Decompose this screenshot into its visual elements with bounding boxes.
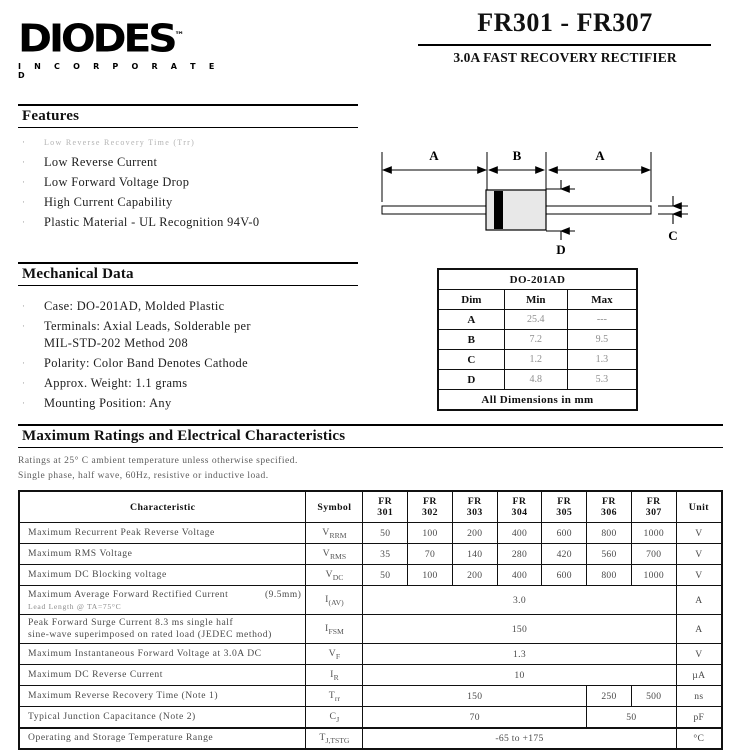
ratings-note-1: Ratings at 25° C ambient temperature unless otherwise specified. <box>18 456 298 466</box>
cell-value-304: 280 <box>497 544 542 565</box>
bullet-icon: · <box>22 197 25 207</box>
mechanical-data-list <box>18 298 368 415</box>
cell-value-span: 10 <box>363 665 676 686</box>
cell-characteristic: Operating and Storage Temperature Range <box>19 728 306 750</box>
table-row <box>19 728 722 750</box>
cell-unit: °C <box>676 728 722 750</box>
cell-symbol: $V_{RRM}$ <box>306 523 363 544</box>
table-row <box>19 686 722 707</box>
table-row <box>19 707 722 728</box>
cell-value-302: 100 <box>408 523 453 544</box>
dim-cell-name: D <box>438 370 504 390</box>
title-divider <box>418 44 711 46</box>
dimension-label-a-right: A <box>595 148 605 163</box>
mechanical-title: Mechanical Data <box>22 266 134 282</box>
dimension-label-d: D <box>556 242 566 257</box>
cell-value-302: 100 <box>408 565 453 586</box>
cell-characteristic: Typical Junction Capacitance (Note 2) <box>19 707 306 728</box>
dim-table-caption: DO-201AD <box>438 269 637 290</box>
cell-unit: pF <box>676 707 722 728</box>
cell-symbol: $T_{rr}$ <box>306 686 363 707</box>
bullet-icon: · <box>22 177 25 187</box>
dim-cell-min: 1.2 <box>504 350 567 370</box>
table-row <box>438 390 637 411</box>
ratings-table <box>18 490 723 750</box>
dim-cell-name: C <box>438 350 504 370</box>
mechanical-item <box>18 335 368 352</box>
dim-table-header-cell: Min <box>504 290 567 310</box>
table-row <box>19 644 722 665</box>
table-header-row <box>19 491 722 523</box>
cell-value-span: 250 <box>587 686 632 707</box>
features-list <box>18 134 368 234</box>
cell-value-307: 700 <box>631 544 676 565</box>
dimension-label-b: B <box>512 148 522 163</box>
dim-table-header-cell: Max <box>567 290 637 310</box>
table-row <box>438 370 637 390</box>
feature-label: Low Forward Voltage Drop <box>44 175 190 189</box>
section-rule-bottom <box>18 447 723 448</box>
bullet-icon: · <box>22 398 25 408</box>
cell-unit: µA <box>676 665 722 686</box>
mechanical-item <box>18 375 368 392</box>
table-row <box>19 523 722 544</box>
header-part-305: FR 305 <box>542 491 587 523</box>
cell-unit: A <box>676 615 722 644</box>
cell-value-305: 420 <box>542 544 587 565</box>
dim-table-header-cell: Dim <box>438 290 504 310</box>
logo-wordmark: DIODES™ <box>18 16 185 61</box>
cell-value-305: 600 <box>542 523 587 544</box>
cell-value-303: 200 <box>452 523 497 544</box>
dim-cell-min: 7.2 <box>504 330 567 350</box>
cell-value-301: 50 <box>363 523 408 544</box>
table-row <box>19 544 722 565</box>
dim-cell-max: 5.3 <box>567 370 637 390</box>
feature-item <box>18 214 368 231</box>
mechanical-item <box>18 298 368 315</box>
features-title: Features <box>22 108 80 124</box>
cell-characteristic: Maximum DC Reverse Current <box>19 665 306 686</box>
header-characteristic: Characteristic <box>19 491 306 523</box>
cell-characteristic: Maximum Average Forward Rectified Current (9.5mm) Lead Length @ TA=75°C <box>19 586 306 615</box>
ratings-note-2: Single phase, half wave, 60Hz, resistive or inductive load. <box>18 471 269 481</box>
cell-value-302: 70 <box>408 544 453 565</box>
cell-value-span: 150 <box>363 615 676 644</box>
header-part-307: FR 307 <box>631 491 676 523</box>
cell-characteristic: Maximum Instantaneous Forward Voltage at 3.0A DC <box>19 644 306 665</box>
bullet-icon: · <box>22 137 25 147</box>
cell-unit: V <box>676 644 722 665</box>
bullet-icon: · <box>22 321 25 331</box>
table-row <box>19 586 722 615</box>
dim-cell-max: 1.3 <box>567 350 637 370</box>
section-rule-bottom <box>18 127 358 128</box>
cell-unit: V <box>676 523 722 544</box>
dim-cell-name: B <box>438 330 504 350</box>
ratings-section-header <box>18 424 723 448</box>
ratings-title: Maximum Ratings and Electrical Characteristics <box>22 428 346 444</box>
dim-cell-max: --- <box>567 310 637 330</box>
header-part-303: FR 303 <box>452 491 497 523</box>
logo-subtext: I N C O R P O R A T E D <box>18 61 220 80</box>
features-section-header <box>18 104 358 128</box>
dim-cell-min: 4.8 <box>504 370 567 390</box>
mechanical-item <box>18 395 368 412</box>
cell-characteristic: Maximum DC Blocking voltage <box>19 565 306 586</box>
table-row <box>438 269 637 290</box>
table-bottom-rule <box>18 727 723 729</box>
cell-value-306: 560 <box>587 544 632 565</box>
table-row <box>19 665 722 686</box>
bullet-icon: · <box>22 301 25 311</box>
cell-value-span: -65 to +175 <box>363 728 676 750</box>
table-row <box>19 565 722 586</box>
cell-symbol: $C_J$ <box>306 707 363 728</box>
cell-value-306: 800 <box>587 523 632 544</box>
cell-value-span: 70 <box>363 707 587 728</box>
cell-characteristic: Maximum Recurrent Peak Reverse Voltage <box>19 523 306 544</box>
cell-value-span: 150 <box>363 686 587 707</box>
header-part-301: FR 301 <box>363 491 408 523</box>
bullet-icon: · <box>22 378 25 388</box>
cell-value-span: 500 <box>631 686 676 707</box>
feature-item <box>18 194 368 211</box>
cell-value-304: 400 <box>497 523 542 544</box>
header-symbol: Symbol <box>306 491 363 523</box>
header-part-302: FR 302 <box>408 491 453 523</box>
feature-label: High Current Capability <box>44 195 173 209</box>
feature-item <box>18 134 368 151</box>
cell-symbol: $T_{J,TSTG}$ <box>306 728 363 750</box>
bullet-icon: · <box>22 217 25 227</box>
table-row <box>438 330 637 350</box>
table-row <box>438 310 637 330</box>
cell-value-301: 50 <box>363 565 408 586</box>
cell-value-303: 200 <box>452 565 497 586</box>
feature-label: Plastic Material - UL Recognition 94V-0 <box>44 215 260 229</box>
cell-value-span: 3.0 <box>363 586 676 615</box>
dim-cell-max: 9.5 <box>567 330 637 350</box>
cell-characteristic: Maximum Reverse Recovery Time (Note 1) <box>19 686 306 707</box>
cell-symbol: $V_{DC}$ <box>306 565 363 586</box>
cell-symbol: $I_{(AV)}$ <box>306 586 363 615</box>
cell-symbol: $I_R$ <box>306 665 363 686</box>
dimension-label-c: C <box>668 228 678 243</box>
cell-characteristic: Peak Forward Surge Current 8.3 ms single half sine-wave superimposed on rated load (JEDEC method) <box>19 615 306 644</box>
cell-value-304: 400 <box>497 565 542 586</box>
cell-unit: A <box>676 586 722 615</box>
header-unit: Unit <box>676 491 722 523</box>
feature-label: Low Reverse Current <box>44 155 158 169</box>
package-outline-drawing <box>370 130 710 258</box>
dimension-label-a-left: A <box>429 148 439 163</box>
cell-characteristic: Maximum RMS Voltage <box>19 544 306 565</box>
cell-unit: V <box>676 565 722 586</box>
cell-value-span: 50 <box>587 707 677 728</box>
company-logo <box>18 16 228 80</box>
cell-symbol: $V_F$ <box>306 644 363 665</box>
feature-item <box>18 154 368 171</box>
table-row <box>438 290 637 310</box>
cell-symbol: $V_{RMS}$ <box>306 544 363 565</box>
cell-value-307: 1000 <box>631 523 676 544</box>
mechanical-label: Case: DO-201AD, Molded Plastic <box>44 299 225 313</box>
mechanical-item <box>18 318 368 335</box>
cell-value-303: 140 <box>452 544 497 565</box>
mechanical-label: MIL-STD-202 Method 208 <box>44 336 188 350</box>
mechanical-label: Approx. Weight: 1.1 grams <box>44 376 188 390</box>
mechanical-label: Polarity: Color Band Denotes Cathode <box>44 356 248 370</box>
part-number-title: FR301 - FR307 <box>477 8 653 37</box>
header-part-306: FR 306 <box>587 491 632 523</box>
cell-value-305: 600 <box>542 565 587 586</box>
dimensions-table <box>437 268 638 411</box>
cell-unit: V <box>676 544 722 565</box>
header-part-304: FR 304 <box>497 491 542 523</box>
dim-cell-min: 25.4 <box>504 310 567 330</box>
feature-label: Low Reverse Recovery Time (Trr) <box>44 138 196 147</box>
bullet-icon: · <box>22 157 25 167</box>
feature-item <box>18 174 368 191</box>
trademark-symbol: ™ <box>174 31 185 41</box>
cell-value-306: 800 <box>587 565 632 586</box>
cell-value-307: 1000 <box>631 565 676 586</box>
mechanical-label: Terminals: Axial Leads, Solderable per <box>44 319 251 333</box>
dim-table-footer: All Dimensions in mm <box>438 390 637 411</box>
product-description: 3.0A FAST RECOVERY RECTIFIER <box>453 50 677 65</box>
cell-unit: ns <box>676 686 722 707</box>
mechanical-label: Mounting Position: Any <box>44 396 172 410</box>
section-rule-bottom <box>18 285 358 286</box>
cell-symbol: $I_{FSM}$ <box>306 615 363 644</box>
bullet-icon: · <box>22 358 25 368</box>
mechanical-section-header <box>18 262 358 286</box>
table-row <box>19 615 722 644</box>
cell-value-301: 35 <box>363 544 408 565</box>
dim-cell-name: A <box>438 310 504 330</box>
mechanical-item <box>18 355 368 372</box>
table-row <box>438 350 637 370</box>
cell-value-span: 1.3 <box>363 644 676 665</box>
